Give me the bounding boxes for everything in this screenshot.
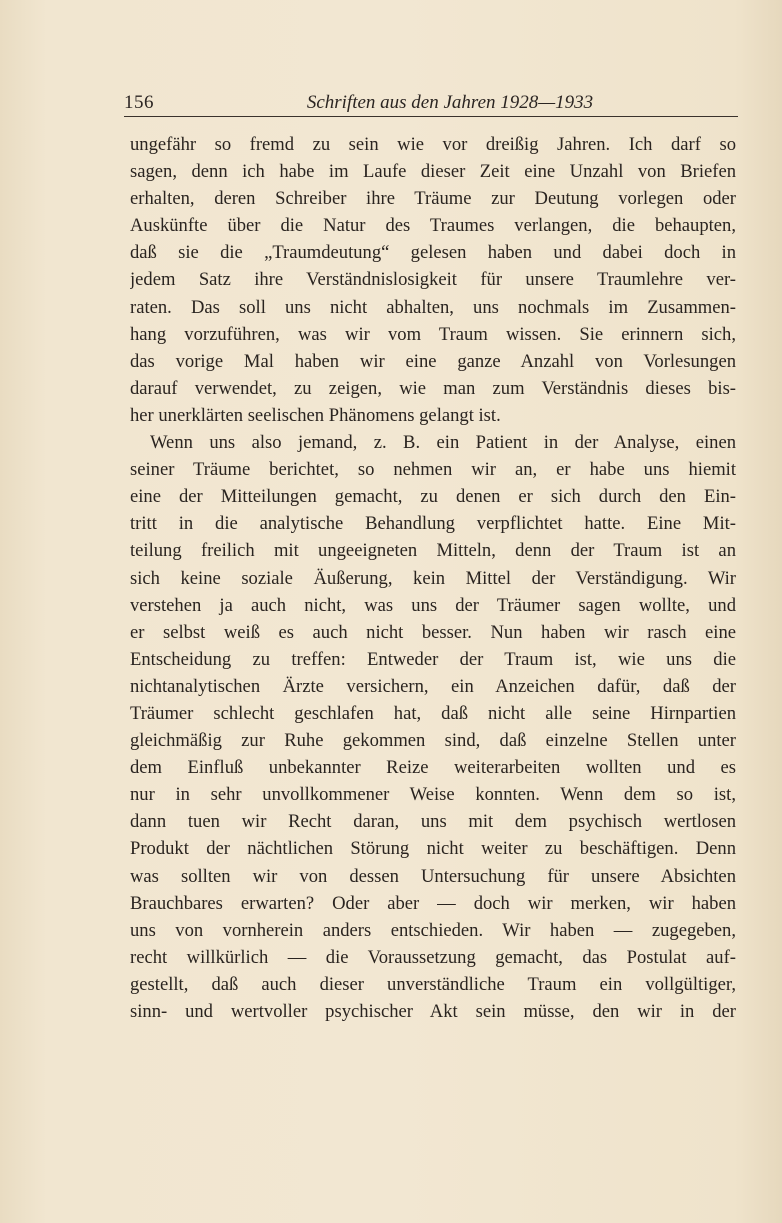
text-line: Auskünfte über die Natur des Traumes verlangen, die behaupten, bbox=[130, 215, 736, 237]
text-line: gestellt, daß auch dieser unverständliche Traum ein vollgültiger, bbox=[130, 973, 736, 995]
text-line: tritt in die analytische Behandlung verpflichtet hatte. Eine Mit- bbox=[130, 513, 736, 535]
body-text bbox=[130, 131, 736, 1025]
text-line: das vorige Mal haben wir eine ganze Anzahl von Vorlesungen bbox=[130, 350, 736, 372]
text-line: sinn- und wertvoller psychischer Akt sein müsse, den wir in der bbox=[130, 1001, 736, 1022]
text-line: nur in sehr unvollkommener Weise konnten. Wenn dem so ist, bbox=[130, 784, 736, 806]
text-line: Entscheidung zu treffen: Entweder der Traum ist, wie uns die bbox=[130, 648, 736, 670]
text-line: recht willkürlich — die Voraussetzung gemacht, das Postulat auf- bbox=[130, 946, 736, 968]
text-line: Produkt der nächtlichen Störung nicht weiter zu beschäftigen. Denn bbox=[130, 838, 736, 860]
text-line: sich keine soziale Äußerung, kein Mittel der Verständigung. Wir bbox=[130, 567, 736, 589]
page-number: 156 bbox=[124, 92, 154, 113]
text-line: raten. Das soll uns nicht abhalten, uns nochmals im Zusammen- bbox=[130, 296, 736, 318]
text-line: er selbst weiß es auch nicht besser. Nun haben wir rasch eine bbox=[130, 621, 736, 643]
text-line: uns von vornherein anders entschieden. Wir haben — zugegeben, bbox=[130, 919, 736, 941]
text-line: hang vorzuführen, was wir vom Traum wissen. Sie erinnern sich, bbox=[130, 323, 736, 345]
text-line: darauf verwendet, zu zeigen, wie man zum Verständnis dieses bis- bbox=[130, 377, 736, 399]
text-line: Wenn uns also jemand, z. B. ein Patient in der Analyse, einen bbox=[150, 432, 736, 454]
running-title: Schriften aus den Jahren 1928—1933 bbox=[306, 92, 594, 113]
header-rule bbox=[124, 116, 738, 117]
text-line: nichtanalytischen Ärzte versichern, ein Anzeichen dafür, daß der bbox=[130, 675, 736, 697]
text-line: erhalten, deren Schreiber ihre Träume zur Deutung vorlegen oder bbox=[130, 188, 736, 210]
text-line: teilung freilich mit ungeeigneten Mitteln, denn der Traum ist an bbox=[130, 540, 736, 562]
text-line: her unerklärten seelischen Phänomens gelangt ist. bbox=[130, 404, 501, 426]
text-line: Träumer schlecht geschlafen hat, daß nicht alle seine Hirnpartien bbox=[130, 702, 736, 724]
text-line: was sollten wir von dessen Untersuchung für unsere Absichten bbox=[130, 865, 736, 887]
text-line: sagen, denn ich habe im Laufe dieser Zeit eine Unzahl von Briefen bbox=[130, 161, 736, 183]
text-line: verstehen ja auch nicht, was uns der Träumer sagen wollte, und bbox=[130, 594, 736, 616]
running-header bbox=[124, 92, 736, 116]
text-line: dann tuen wir Recht daran, uns mit dem psychisch wertlosen bbox=[130, 811, 736, 833]
text-line: ungefähr so fremd zu sein wie vor dreißig Jahren. Ich darf so bbox=[130, 134, 736, 155]
text-line: dem Einfluß unbekannter Reize weiterarbeiten wollten und es bbox=[130, 757, 736, 779]
text-line: seiner Träume berichtet, so nehmen wir an, er habe uns hiemit bbox=[130, 459, 736, 481]
text-line: Brauchbares erwarten? Oder aber — doch wir merken, wir haben bbox=[130, 892, 736, 914]
text-line: eine der Mitteilungen gemacht, zu denen er sich durch den Ein- bbox=[130, 486, 736, 508]
text-line: gleichmäßig zur Ruhe gekommen sind, daß einzelne Stellen unter bbox=[130, 730, 736, 752]
text-line: jedem Satz ihre Verständnislosigkeit für unsere Traumlehre ver- bbox=[130, 269, 736, 291]
text-line: daß sie die „Traumdeutung“ gelesen haben und dabei doch in bbox=[130, 242, 736, 264]
